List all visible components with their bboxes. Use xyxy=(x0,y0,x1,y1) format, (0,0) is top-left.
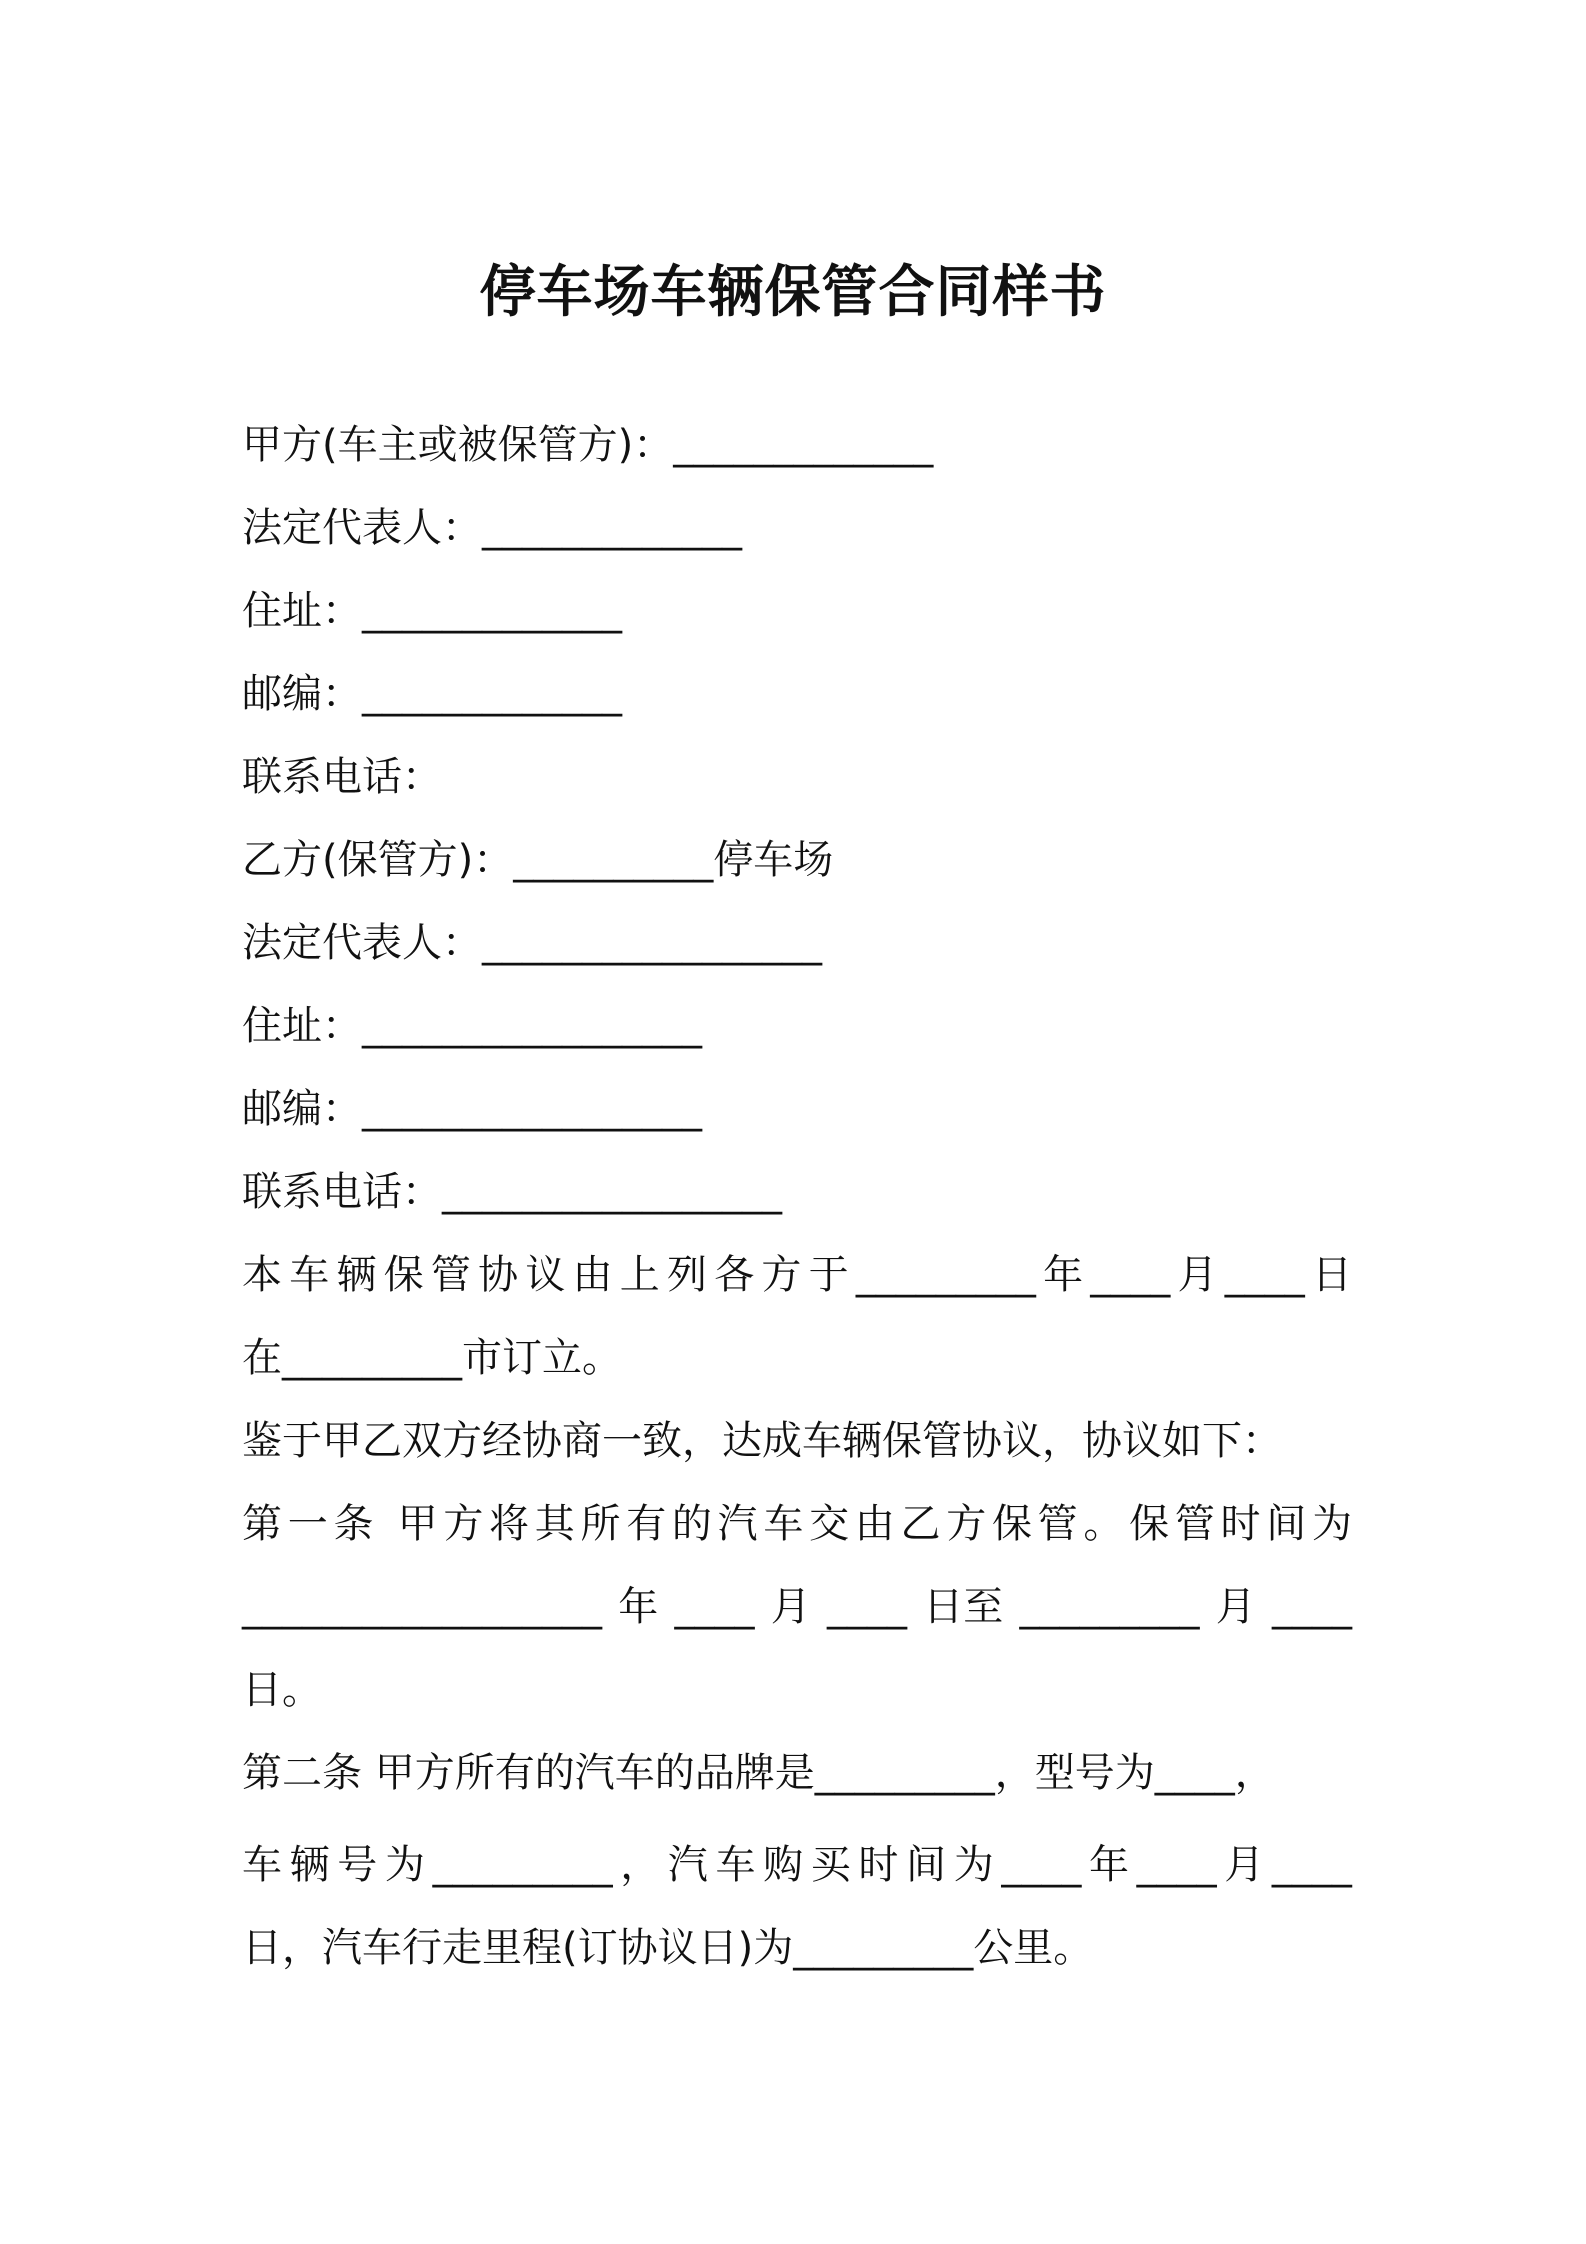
text-segment: __________________ xyxy=(242,1584,602,1630)
text-segment: 月 xyxy=(770,1584,811,1630)
text-segment: 将 xyxy=(489,1501,530,1547)
text-segment: ____ xyxy=(1224,1252,1305,1298)
text-segment: 的 xyxy=(671,1501,712,1547)
text-segment: 各 xyxy=(714,1252,755,1298)
text-segment: 间 xyxy=(906,1842,947,1888)
text-segment: 购 xyxy=(763,1842,804,1888)
article-1-line-2 xyxy=(242,1582,1352,1632)
text-segment: 保 xyxy=(991,1501,1032,1547)
text-segment: ____ xyxy=(827,1584,907,1630)
text-segment: 汽 xyxy=(717,1501,758,1547)
text-segment: 方 xyxy=(761,1252,802,1298)
paragraph-signing-line-1 xyxy=(242,1250,1352,1300)
text-segment: 车 xyxy=(763,1501,804,1547)
text-segment: 上 xyxy=(619,1252,660,1298)
text-segment: 所 xyxy=(580,1501,621,1547)
text-segment: 为 xyxy=(1311,1501,1352,1547)
text-segment: 车 xyxy=(715,1842,756,1888)
text-segment: 为 xyxy=(384,1842,425,1888)
text-segment: 方 xyxy=(443,1501,484,1547)
text-segment: 时 xyxy=(1220,1501,1261,1547)
text-segment: 列 xyxy=(666,1252,707,1298)
text-segment: ____ xyxy=(1271,1842,1352,1888)
text-segment: ， xyxy=(620,1842,661,1888)
text-segment: _________ xyxy=(855,1252,1036,1298)
party-b-address: 住址：_________________ xyxy=(242,1003,702,1049)
text-segment: 月 xyxy=(1224,1842,1265,1888)
text-segment: 车 xyxy=(289,1252,330,1298)
page-title: 停车场车辆保管合同样书 xyxy=(479,260,1107,325)
party-a-name: 甲方(车主或被保管方)：_____________ xyxy=(242,422,934,468)
text-segment: 为 xyxy=(953,1842,994,1888)
text-segment: 保 xyxy=(1129,1501,1170,1547)
text-segment: 日至 xyxy=(923,1584,1004,1630)
paragraph-agreement-intro: 鉴于甲乙双方经协商一致，达成车辆保管协议，协议如下： xyxy=(242,1418,1282,1464)
text-segment: ____ xyxy=(1136,1842,1217,1888)
text-segment: 由 xyxy=(572,1252,613,1298)
article-2-line-3: 日，汽车行走里程(订协议日)为_________公里。 xyxy=(242,1925,1094,1971)
party-b-zipcode: 邮编：_________________ xyxy=(242,1086,702,1132)
text-segment: 有 xyxy=(626,1501,667,1547)
party-a-representative: 法定代表人：_____________ xyxy=(242,505,742,551)
text-segment: 乙 xyxy=(900,1501,941,1547)
text-segment: 时 xyxy=(858,1842,899,1888)
text-segment: 管 xyxy=(430,1252,471,1298)
text-segment: 辆 xyxy=(289,1842,330,1888)
party-a-address: 住址：_____________ xyxy=(242,588,622,634)
text-segment: 年 xyxy=(1043,1252,1084,1298)
text-segment: 方 xyxy=(946,1501,987,1547)
party-a-phone: 联系电话： xyxy=(242,754,442,800)
article-1-line-1 xyxy=(242,1499,1352,1549)
text-segment: 甲 xyxy=(397,1501,438,1547)
article-2-line-1 xyxy=(242,1748,1352,1798)
text-segment xyxy=(379,1499,392,1549)
article-2-line-2 xyxy=(242,1840,1352,1890)
text-segment: 买 xyxy=(810,1842,851,1888)
text-segment: 保 xyxy=(383,1252,424,1298)
text-segment: 号 xyxy=(337,1842,378,1888)
text-segment: 辆 xyxy=(336,1252,377,1298)
article-1-line-3: 日。 xyxy=(242,1667,322,1713)
text-segment: 年 xyxy=(618,1584,659,1630)
text-segment: 日 xyxy=(1311,1252,1352,1298)
text-segment: _________ xyxy=(1019,1584,1200,1630)
text-segment: 第 xyxy=(242,1501,282,1547)
text-segment: 协 xyxy=(478,1252,519,1298)
text-segment: 议 xyxy=(525,1252,566,1298)
text-segment: 条 xyxy=(333,1501,374,1547)
text-segment: 年 xyxy=(1088,1842,1129,1888)
party-b-representative: 法定代表人：_________________ xyxy=(242,920,822,966)
text-segment: _________ xyxy=(432,1842,613,1888)
text-segment: 交 xyxy=(809,1501,850,1547)
party-a-zipcode: 邮编：_____________ xyxy=(242,671,622,717)
party-b-phone: 联系电话：_________________ xyxy=(242,1169,782,1215)
text-segment: 于 xyxy=(808,1252,849,1298)
text-segment: 车 xyxy=(242,1842,282,1888)
text-segment: ____ xyxy=(1090,1252,1171,1298)
paragraph-signing-line-2: 在_________市订立。 xyxy=(242,1335,622,1381)
text-segment: 第二条 甲方所有的汽车的品牌是_________，型号为____， xyxy=(242,1750,1275,1796)
text-segment: 间 xyxy=(1266,1501,1307,1547)
text-segment: 汽 xyxy=(667,1842,708,1888)
text-segment: 其 xyxy=(534,1501,575,1547)
text-segment: 。 xyxy=(1083,1501,1124,1547)
party-b-name: 乙方(保管方)：__________停车场 xyxy=(242,837,834,883)
text-segment: 月 xyxy=(1177,1252,1218,1298)
text-segment: 管 xyxy=(1174,1501,1215,1547)
text-segment: ____ xyxy=(1001,1842,1082,1888)
text-segment: ____ xyxy=(1272,1584,1352,1630)
text-segment: 本 xyxy=(242,1252,282,1298)
text-segment: 一 xyxy=(287,1501,328,1547)
text-segment: 月 xyxy=(1215,1584,1256,1630)
text-segment: 管 xyxy=(1037,1501,1078,1547)
text-segment: ____ xyxy=(674,1584,755,1630)
text-segment: 由 xyxy=(854,1501,895,1547)
